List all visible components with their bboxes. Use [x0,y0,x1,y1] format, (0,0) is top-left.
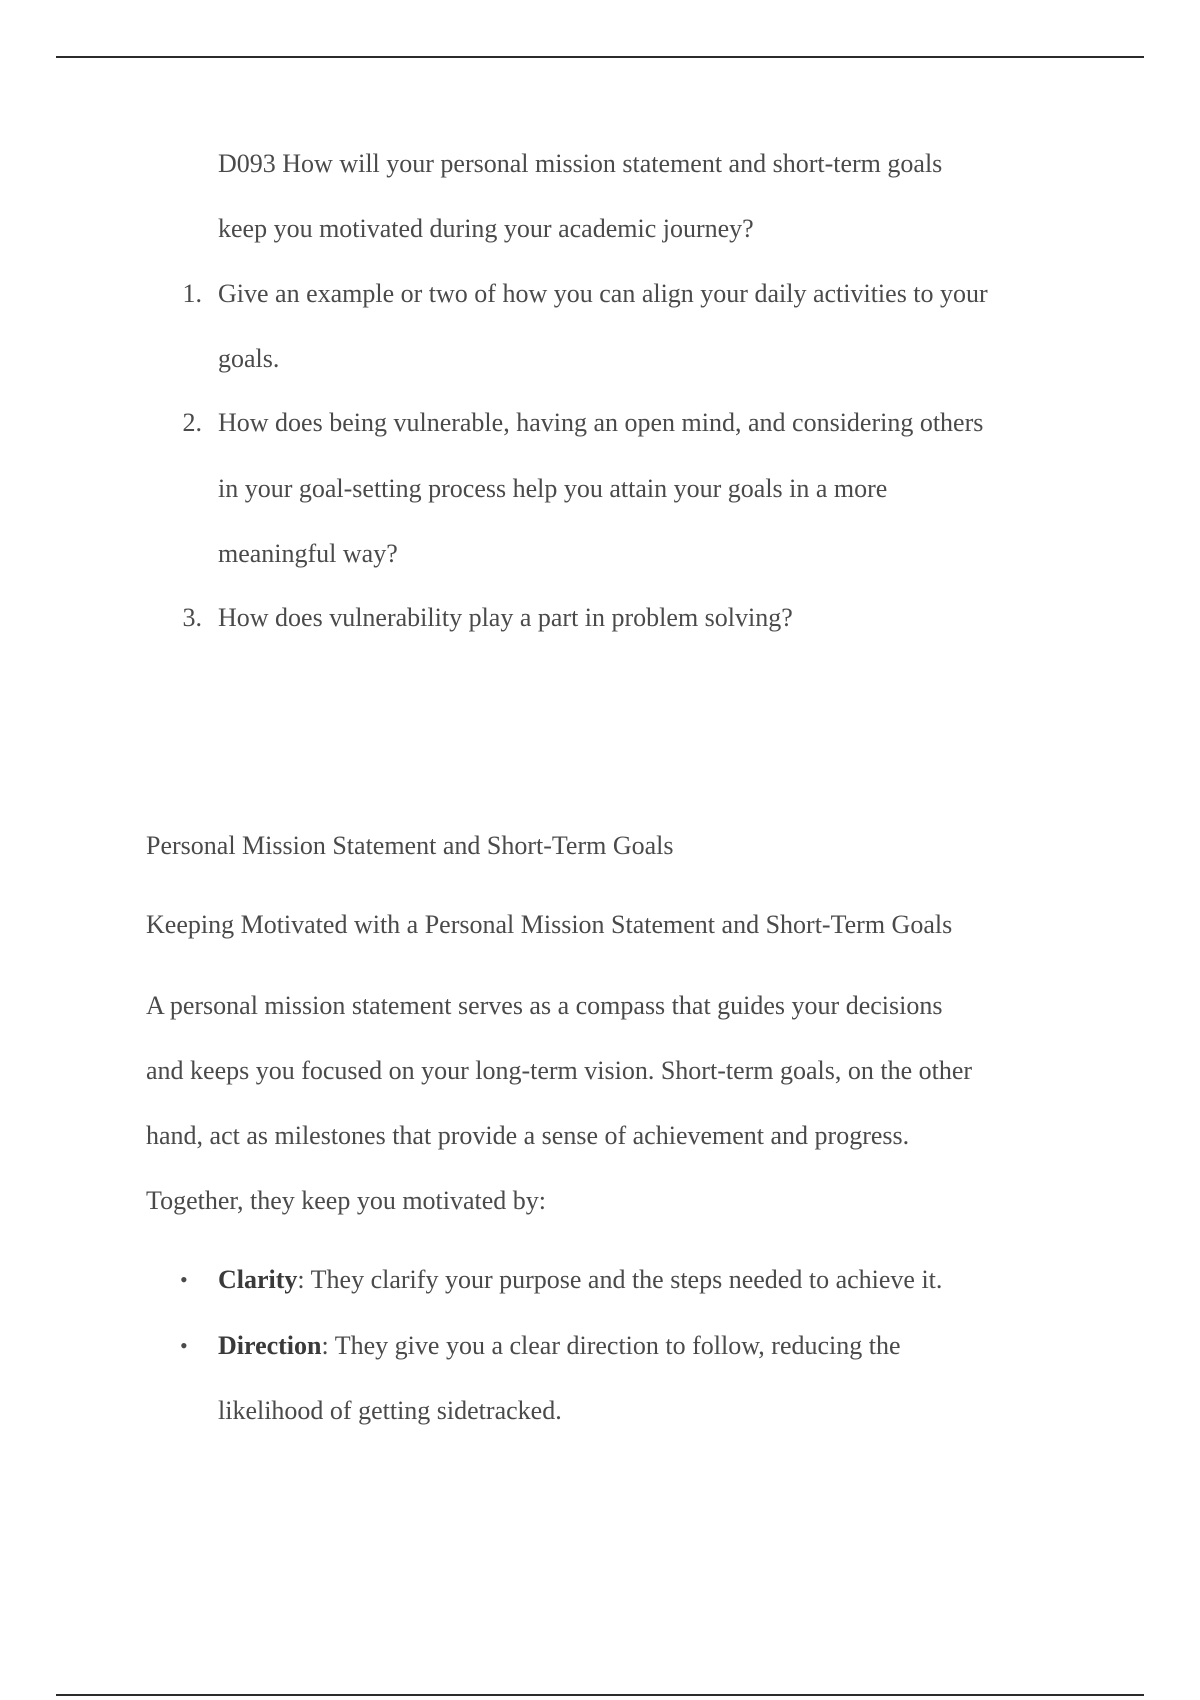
bullet-direction [218,1331,901,1361]
intro-line-1: D093 How will your personal mission statement and short-term goals [218,149,943,178]
paragraph-line-4: Together, they keep you motivated by: [146,1186,547,1215]
header-rule [56,56,1144,58]
footer-rule [56,1694,1144,1696]
document-subtitle: Keeping Motivated with a Personal Mission Statement and Short-Term Goals [146,910,953,939]
question-1-line-1: Give an example or two of how you can align your daily activities to your [218,279,988,308]
question-1-line-2: goals. [218,344,280,373]
bullet-direction-line-2: likelihood of getting sidetracked. [218,1396,562,1425]
paragraph-line-1: A personal mission statement serves as a compass that guides your decisions [146,991,943,1020]
bullet-direction-text: : They give you a clear direction to follow, reducing the [321,1331,901,1360]
bullet-clarity-text: : They clarify your purpose and the steps needed to achieve it. [297,1265,943,1294]
question-2-number: 2. [182,408,202,437]
intro-line-2: keep you motivated during your academic journey? [218,214,754,243]
bullet-clarity-term: Clarity [218,1265,298,1294]
bullet-clarity [218,1265,942,1295]
bullet-marker-direction: • [180,1333,188,1358]
question-3-number: 3. [182,603,202,632]
bullet-direction-term: Direction [218,1331,322,1360]
question-2-line-3: meaningful way? [218,539,398,568]
question-2-line-2: in your goal-setting process help you attain your goals in a more [218,474,888,503]
question-1-number: 1. [182,279,202,308]
document-title: Personal Mission Statement and Short-Term Goals [146,831,674,860]
question-3-line-1: How does vulnerability play a part in problem solving? [218,603,793,632]
paragraph-line-2: and keeps you focused on your long-term vision. Short-term goals, on the other [146,1056,973,1085]
paragraph-line-3: hand, act as milestones that provide a sense of achievement and progress. [146,1121,910,1150]
bullet-marker-clarity: • [180,1267,188,1292]
question-2-line-1: How does being vulnerable, having an open mind, and considering others [218,408,984,437]
